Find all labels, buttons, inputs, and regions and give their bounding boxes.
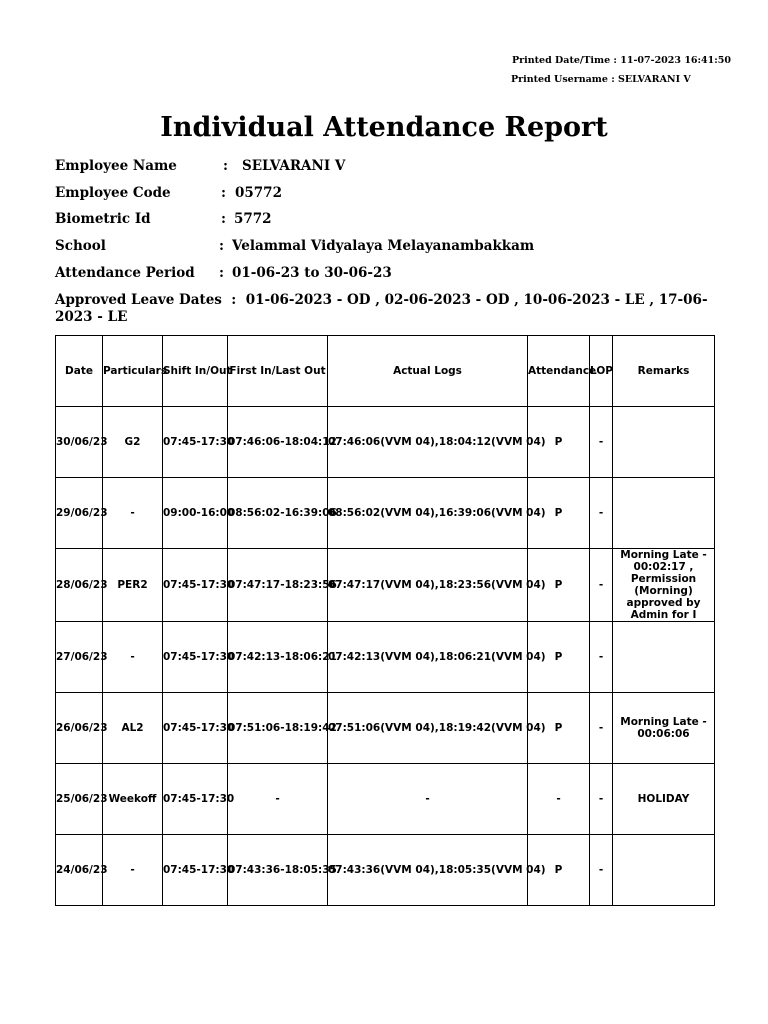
- cell-particulars: AL2: [103, 693, 163, 764]
- cell-particulars: Weekoff: [103, 764, 163, 835]
- header-attendance: Attendance: [528, 336, 590, 407]
- cell-date: 26/06/23: [56, 693, 103, 764]
- cell-particulars: -: [103, 835, 163, 906]
- cell-attendance: P: [528, 835, 590, 906]
- cell-lop: -: [590, 622, 613, 693]
- table-row: [56, 835, 715, 906]
- attendance-period-value: 01-06-23 to 30-06-23: [232, 265, 392, 281]
- table-row: [56, 478, 715, 549]
- biometric-id-label: Biometric Id: [55, 211, 151, 227]
- cell-first-last: 07:46:06-18:04:12: [228, 407, 328, 478]
- cell-attendance: -: [528, 764, 590, 835]
- approved-leave-label: Approved Leave Dates: [55, 292, 222, 308]
- attendance-period-label: Attendance Period: [55, 265, 195, 281]
- cell-attendance: P: [528, 549, 590, 622]
- cell-date: 29/06/23: [56, 478, 103, 549]
- cell-actual-logs: 07:46:06(VVM 04),18:04:12(VVM 04): [328, 407, 528, 478]
- cell-first-last: -: [228, 764, 328, 835]
- cell-actual-logs: 07:43:36(VVM 04),18:05:35(VVM 04): [328, 835, 528, 906]
- attendance-table: [55, 335, 715, 906]
- employee-code-value: 05772: [235, 185, 282, 201]
- report-title: Individual Attendance Report: [160, 112, 608, 143]
- table-row: [56, 549, 715, 622]
- employee-name-value: SELVARANI V: [242, 158, 346, 174]
- colon: :: [223, 158, 228, 174]
- cell-shift: 07:45-17:30: [163, 764, 228, 835]
- cell-attendance: P: [528, 407, 590, 478]
- cell-remarks: Morning Late - 00:06:06: [613, 693, 715, 764]
- table-header-row: [56, 336, 715, 407]
- cell-remarks: Morning Late - 00:02:17 , Permission (Morning) approved by Admin for I: [613, 549, 715, 622]
- colon: :: [219, 265, 224, 281]
- cell-lop: -: [590, 549, 613, 622]
- cell-remarks: [613, 407, 715, 478]
- cell-particulars: G2: [103, 407, 163, 478]
- printed-username: Printed Username : SELVARANI V: [511, 74, 691, 85]
- table-row: [56, 693, 715, 764]
- approved-leave-value: 01-06-2023 - OD , 02-06-2023 - OD , 10-06-2023 - LE , 17-06-2023 - LE: [55, 292, 708, 325]
- cell-lop: -: [590, 407, 613, 478]
- cell-shift: 07:45-17:30: [163, 549, 228, 622]
- approved-leave-text: [55, 292, 715, 326]
- cell-shift: 07:45-17:30: [163, 622, 228, 693]
- cell-remarks: [613, 478, 715, 549]
- colon: :: [221, 211, 226, 227]
- cell-lop: -: [590, 764, 613, 835]
- cell-actual-logs: 08:56:02(VVM 04),16:39:06(VVM 04): [328, 478, 528, 549]
- cell-shift: 07:45-17:30: [163, 693, 228, 764]
- cell-remarks: [613, 622, 715, 693]
- table-row: [56, 407, 715, 478]
- cell-attendance: P: [528, 693, 590, 764]
- cell-date: 25/06/23: [56, 764, 103, 835]
- header-first-last: First In/Last Out: [228, 336, 328, 407]
- cell-lop: -: [590, 693, 613, 764]
- cell-first-last: 07:43:36-18:05:35: [228, 835, 328, 906]
- cell-attendance: P: [528, 478, 590, 549]
- cell-shift: 07:45-17:30: [163, 835, 228, 906]
- cell-remarks: HOLIDAY: [613, 764, 715, 835]
- cell-particulars: -: [103, 478, 163, 549]
- cell-date: 24/06/23: [56, 835, 103, 906]
- table-row: [56, 764, 715, 835]
- cell-actual-logs: 07:51:06(VVM 04),18:19:42(VVM 04): [328, 693, 528, 764]
- printed-datetime: Printed Date/Time : 11-07-2023 16:41:50: [512, 55, 731, 66]
- employee-name-label: Employee Name: [55, 158, 177, 174]
- cell-first-last: 07:51:06-18:19:42: [228, 693, 328, 764]
- school-value: Velammal Vidyalaya Melayanambakkam: [232, 238, 535, 254]
- header-remarks: Remarks: [613, 336, 715, 407]
- employee-code-label: Employee Code: [55, 185, 171, 201]
- cell-actual-logs: 07:42:13(VVM 04),18:06:21(VVM 04): [328, 622, 528, 693]
- header-date: Date: [56, 336, 103, 407]
- cell-particulars: PER2: [103, 549, 163, 622]
- cell-shift: 07:45-17:30: [163, 407, 228, 478]
- cell-attendance: P: [528, 622, 590, 693]
- cell-lop: -: [590, 478, 613, 549]
- colon: :: [231, 292, 237, 308]
- biometric-id-value: 5772: [234, 211, 272, 227]
- cell-shift: 09:00-16:00: [163, 478, 228, 549]
- cell-actual-logs: -: [328, 764, 528, 835]
- cell-first-last: 08:56:02-16:39:06: [228, 478, 328, 549]
- header-particulars: Particulars: [103, 336, 163, 407]
- header-actual-logs: Actual Logs: [328, 336, 528, 407]
- colon: :: [219, 238, 224, 254]
- cell-actual-logs: 07:47:17(VVM 04),18:23:56(VVM 04): [328, 549, 528, 622]
- cell-lop: -: [590, 835, 613, 906]
- header-lop: LOP: [590, 336, 613, 407]
- cell-first-last: 07:42:13-18:06:21: [228, 622, 328, 693]
- cell-date: 30/06/23: [56, 407, 103, 478]
- table-row: [56, 622, 715, 693]
- school-label: School: [55, 238, 106, 254]
- cell-particulars: -: [103, 622, 163, 693]
- cell-date: 27/06/23: [56, 622, 103, 693]
- cell-first-last: 07:47:17-18:23:56: [228, 549, 328, 622]
- cell-remarks: [613, 835, 715, 906]
- header-shift: Shift In/Out: [163, 336, 228, 407]
- cell-date: 28/06/23: [56, 549, 103, 622]
- colon: :: [221, 185, 226, 201]
